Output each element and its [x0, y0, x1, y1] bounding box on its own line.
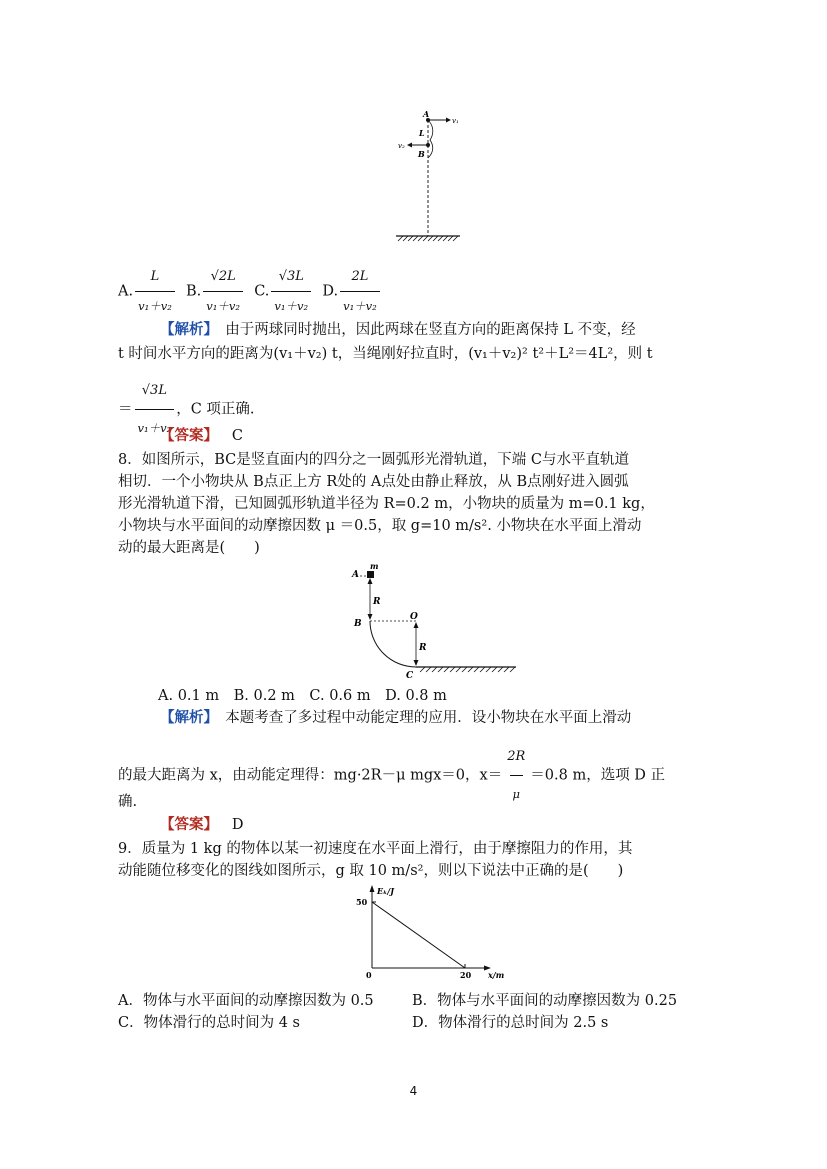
q7-option-a-prefix: A. [118, 283, 134, 300]
q8-analysis-line1: 【解析】 本题考查了多过程中动能定理的应用．设小物块在水平面上滑动 [160, 709, 632, 726]
q7-label-a: A [423, 109, 430, 119]
q7-analysis-label: 【解析】 [160, 321, 211, 338]
q9-stem-line1: 9．质量为 1 kg 的物体以某一初速度在水平面上滑行，由于摩擦阻力的作用，其 [118, 841, 633, 857]
q8-label-a: A [352, 570, 359, 580]
q8-stem-line2: 相切．一个小物块从 B点正上方 R处的 A点处由静止释放，从 B点刚好进入圆弧 [118, 474, 629, 490]
q9-x-tick-label: 20 [460, 970, 472, 980]
q8-label-r2: R [419, 643, 427, 653]
q7-option-b: $\frac{√2L}{\text{v₁＋v₂}}$ [203, 264, 243, 319]
q8-ground-hatch [420, 667, 515, 672]
q7-option-b-prefix: B. [186, 283, 202, 300]
q7-analysis-line2: t 时间水平方向的距离为(v₁＋v₂) t，当绳刚好拉直时，(v₁＋v₂)² t²＋L²＝4L²，则 t [118, 346, 653, 362]
q7-option-c: $\frac{√3L}{\text{v₁＋v₂}}$ [271, 264, 311, 319]
q7-option-c-prefix: C. [254, 283, 270, 300]
q8-block [367, 571, 374, 578]
q8-options: A. 0.1 m B. 0.2 m C. 0.6 m D. 0.8 m [158, 688, 447, 704]
q7-label-l: L [419, 128, 425, 138]
q8-analysis-label: 【解析】 [160, 709, 211, 726]
q8-stem-line3: 形光滑轨道下滑，已知圆弧形轨道半径为 R=0.2 m，小物块的质量为 m=0.1 kg， [118, 496, 655, 512]
q7-label-b: B [418, 149, 425, 159]
q8-analysis-fraction: $\frac{2R}{\mu}$ [504, 740, 528, 811]
q8-answer-label: 【答案】 [160, 816, 218, 833]
q7-label-v2: v₂ [398, 142, 405, 150]
q7-option-d: $\frac{2L}{\text{v₁＋v₂}}$ [340, 264, 380, 319]
q7-answer [160, 426, 243, 446]
q8-stem-line4: 小物块与水平面间的动摩擦因数 μ ＝0.5，取 g=10 m/s². 小物块在水平面上滑动 [118, 518, 642, 534]
q9-y-axis-arrow [370, 885, 375, 892]
q8-analysis-line2: 的最大距离为 x，由动能定理得：mg·2R－μ mgx＝0，x＝ $\frac{2R}{\mu}$ ＝0.8 m，选项 D 正 [118, 740, 665, 811]
q8-label-b: B [354, 619, 362, 629]
q9-option-d: D．物体滑行的总时间为 2.5 s [412, 1015, 609, 1031]
q9-option-c: C．物体滑行的总时间为 4 s [118, 1015, 300, 1031]
q9-y-axis-label: Eₖ/J [377, 886, 394, 896]
q8-stem-line1: 8．如图所示，BC是竖直面内的四分之一圆弧形光滑轨道，下端 C与水平直轨道 [118, 452, 629, 468]
q9-chart [348, 882, 518, 982]
q7-analysis-line1: 【解析】 由于两球同时抛出，因此两球在竖直方向的距离保持 L 不变，经 [160, 321, 636, 338]
q9-option-b: B．物体与水平面间的动摩擦因数为 0.25 [412, 993, 678, 1009]
q8-answer-value: D [231, 817, 244, 833]
q7-option-d-prefix: D. [322, 283, 339, 300]
q8-analysis-line3: 确. [118, 794, 138, 810]
q7-options [118, 264, 382, 319]
q9-ek-line [372, 902, 465, 968]
q7-option-a: $\frac{L}{\text{v₁＋v₂}}$ [135, 264, 175, 319]
q7-ground-hatch [398, 236, 458, 241]
q8-figure [346, 560, 522, 682]
q7-rope-slack [428, 120, 433, 158]
q7-analysis-line3: ＝ $\frac{√3L}{\text{v₁＋v₂}}$ ，C 项正确. [118, 374, 255, 445]
q7-analysis-fraction: $\frac{√3L}{\text{v₁＋v₂}}$ [135, 374, 175, 445]
q7-answer-value: C [231, 428, 243, 444]
q7-label-v1: v₁ [452, 117, 459, 125]
q9-stem-line2: 动能随位移变化的图线如图所示，g 取 10 m/s²，则以下说法中正确的是( ) [118, 863, 624, 879]
q8-label-m: m [370, 561, 379, 571]
q8-stem-line5: 动的最大距离是( ) [118, 540, 260, 556]
q9-option-a: A．物体与水平面间的动摩擦因数为 0.5 [118, 993, 374, 1009]
q8-label-o: O [410, 612, 418, 622]
q7-figure [390, 108, 470, 244]
q9-x-axis-label: x/m [488, 970, 505, 980]
page-number: 4 [409, 1084, 418, 1098]
q8-label-c: C [406, 671, 414, 681]
q8-answer [160, 815, 243, 835]
q9-y-tick-label: 50 [356, 897, 368, 907]
q8-label-r1: R [373, 597, 381, 607]
q7-answer-label: 【答案】 [160, 427, 218, 444]
q9-origin-label: 0 [366, 970, 372, 980]
q8-arc-track [370, 621, 416, 667]
